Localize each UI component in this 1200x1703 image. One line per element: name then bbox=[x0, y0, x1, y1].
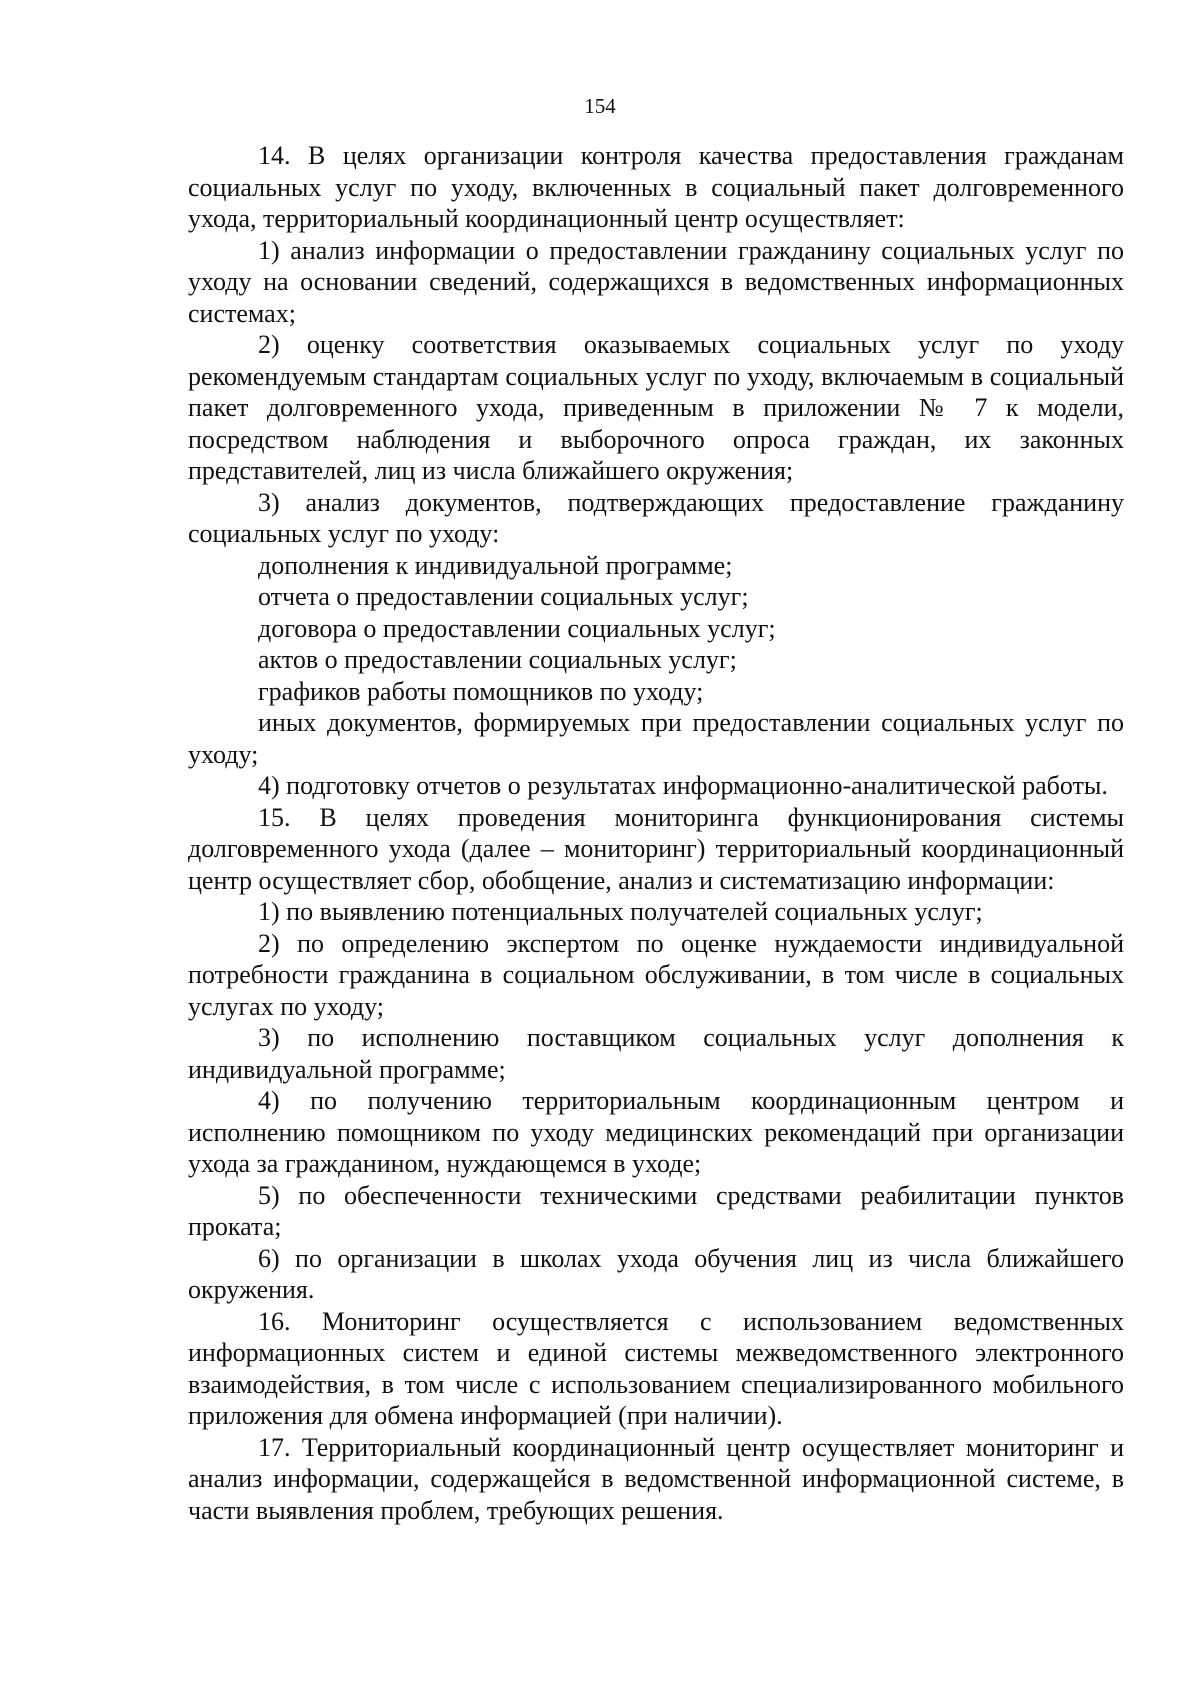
document-body bbox=[188, 140, 1124, 1526]
document-list-item: договора о предоставлении социальных услуг; bbox=[258, 613, 776, 643]
document-list-item: графиков работы помощников по уходу; bbox=[258, 676, 704, 706]
paragraph-17: 17. Территориальный координационный центр осуществляет мониторинг и анализ информации, содержащейся в ведомственной информационной системе, в части выявления проблем, требующих решения. bbox=[188, 1432, 1124, 1525]
page-number: 154 bbox=[584, 94, 616, 118]
paragraph-15-item-1: 1) по выявлению потенциальных получателей социальных услуг; bbox=[258, 897, 983, 926]
paragraph-15-item-2: 2) по определению экспертом по оценке нуждаемости индивидуальной потребности гражданина в социальном обслуживании, в том числе в социальных услугах по уходу; bbox=[188, 928, 1124, 1021]
paragraph-14-item-3: 3) анализ документов, подтверждающих предоставление гражданину социальных услуг по уходу: bbox=[188, 487, 1124, 548]
paragraph-14-item-1: 1) анализ информации о предоставлении гражданину социальных услуг по уходу на основании сведений, содержащихся в ведомственных информационных системах; bbox=[188, 235, 1124, 328]
document-list-item: отчета о предоставлении социальных услуг; bbox=[258, 582, 749, 611]
paragraph-14: 14. В целях организации контроля качества предоставления гражданам социальных услуг по уходу, включенных в социальный пакет долговременного ухода, территориальный координационный центр осуществляет: bbox=[188, 141, 1124, 233]
paragraph-15-item-4: 4) по получению территориальным координационным центром и исполнению помощником по уходу медицинских рекомендаций при организации ухода за гражданином, нуждающемся в уходе; bbox=[188, 1086, 1124, 1178]
paragraph-15: 15. В целях проведения мониторинга функционирования системы долговременного ухода (далее – мониторинг) территориальный координационный центр осуществляет сбор, обобщение, анализ и систематизацию информации: bbox=[188, 802, 1124, 895]
document-list-item: актов о предоставлении социальных услуг; bbox=[258, 645, 737, 674]
document-list-item: дополнения к индивидуальной программе; bbox=[258, 550, 733, 580]
paragraph-15-item-3: 3) по исполнению поставщиком социальных услуг дополнения к индивидуальной программе; bbox=[188, 1023, 1124, 1084]
document-list-item: иных документов, формируемых при предоставлении социальных услуг по уходу; bbox=[188, 708, 1124, 769]
paragraph-14-item-4: 4) подготовку отчетов о результатах информационно-аналитической работы. bbox=[258, 771, 1108, 800]
paragraph-14-item-2: 2) оценку соответствия оказываемых социальных услуг по уходу рекомендуемым стандартам социальных услуг по уходу, включаемым в социальный пакет долговременного ухода, приведенным в приложении № 7 к модели, посредством наблюдения и выборочного опроса граждан, их законных представителей, лиц из числа ближайшего окружения; bbox=[188, 330, 1124, 485]
paragraph-15-item-6: 6) по организации в школах ухода обучения лиц из числа ближайшего окружения. bbox=[188, 1243, 1124, 1304]
paragraph-15-item-5: 5) по обеспеченности техническими средствами реабилитации пунктов проката; bbox=[188, 1180, 1124, 1241]
paragraph-16: 16. Мониторинг осуществляется с использованием ведомственных информационных систем и единой системы межведомственного электронного взаимодействия, в том числе с использованием специализированного мобильного приложения для обмена информацией (при наличии). bbox=[188, 1306, 1124, 1430]
